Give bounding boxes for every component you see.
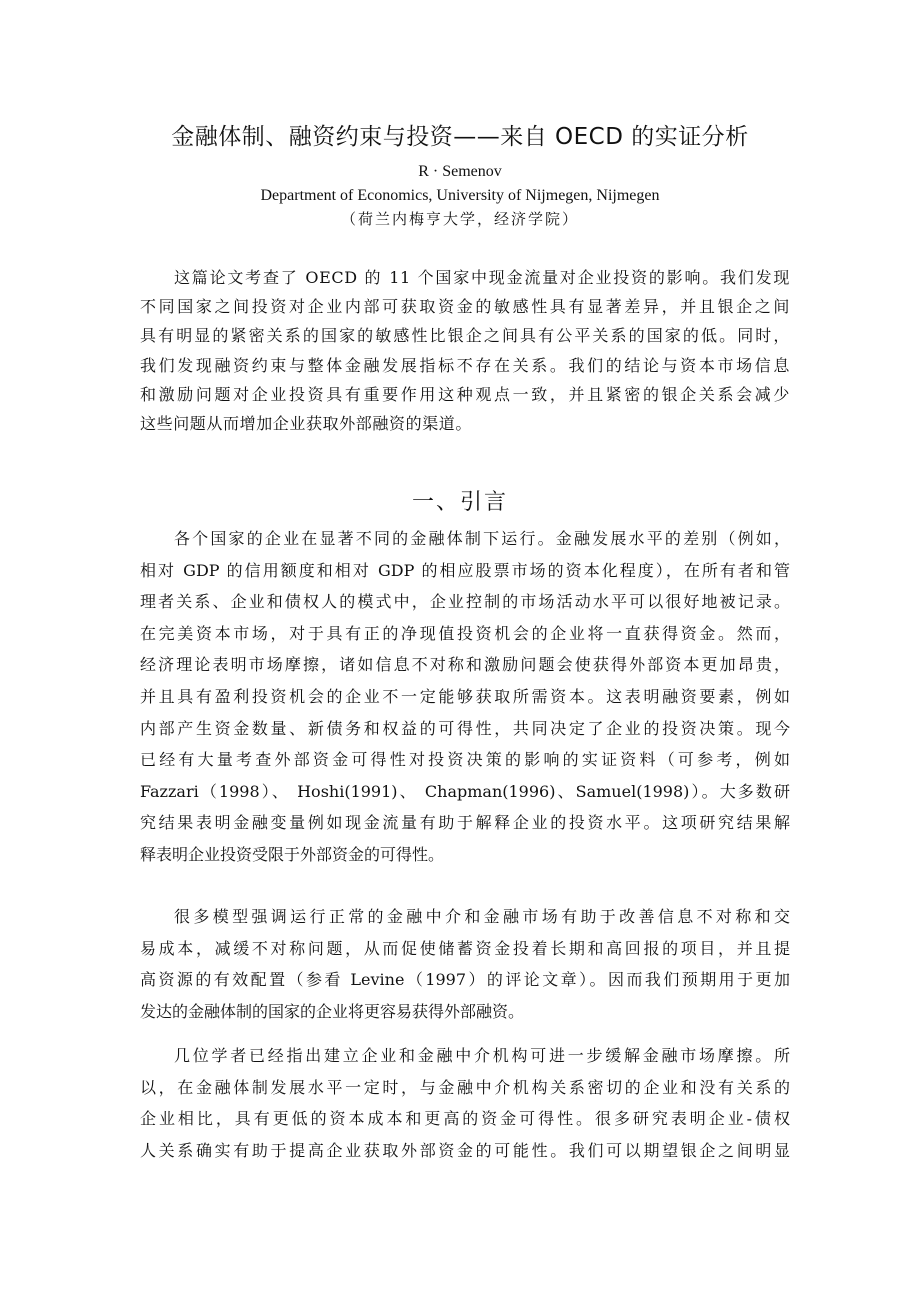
body-paragraph-2 [140,901,790,1027]
paragraph-line: 并且具有盈利投资机会的企业不一定能够获取所需资本。这表明融资要素，例如 [140,686,790,706]
paper-author: R · Semenov [418,163,502,180]
abstract-line: 不同国家之间投资对企业内部可获取资金的敏感性具有显著差异，并且银企之间 [140,297,790,317]
paragraph-line: 已经有大量考查外部资金可得性对投资决策的影响的实证资料（可参考，例如 [140,750,790,770]
paragraph-line: 相对 GDP 的信用额度和相对 GDP 的相应股票市场的资本化程度），在所有者和管 [140,560,790,580]
paragraph-line: 释表明企业投资受限于外部资金的可得性。 [140,844,445,864]
paragraph-line: Fazzari（1998）、 Hoshi(1991)、 Chapman(1996)、Samuel(1998)）。大多数研 [140,781,790,801]
paragraph-line: 究结果表明金融变量例如现金流量有助于解释企业的投资水平。这项研究结果解 [140,813,790,833]
abstract-line: 具有明显的紧密关系的国家的敏感性比银企之间具有公平关系的国家的低。同时， [140,326,790,346]
body-paragraph-1 [140,523,790,871]
paragraph-line: 在完美资本市场，对于具有正的净现值投资机会的企业将一直获得资金。然而， [140,623,790,643]
paragraph-line: 各个国家的企业在显著不同的金融体制下运行。金融发展水平的差别（例如， [174,529,790,548]
paragraph-line: 经济理论表明市场摩擦，诸如信息不对称和激励问题会使获得外部资本更加昂贵， [140,655,790,675]
paragraph-line: 企业相比，具有更低的资本成本和更高的资金可得性。很多研究表明企业-债权 [140,1109,790,1129]
paragraph-line: 高资源的有效配置（参看 Levine（1997）的评论文章）。因而我们预期用于更加 [140,970,790,990]
abstract [140,263,790,438]
abstract-line: 和激励问题对企业投资具有重要作用这种观点一致，并且紧密的银企关系会减少 [140,384,790,404]
paragraph-line: 发达的金融体制的国家的企业将更容易获得外部融资。 [140,1001,525,1021]
author-affiliation-cn: （荷兰内梅亨大学，经济学院） [340,210,579,228]
body-paragraph-3 [140,1040,790,1166]
paragraph-line: 内部产生资金数量、新债务和权益的可得性，共同决定了企业的投资决策。现今 [140,718,790,738]
abstract-line: 这些问题从而增加企业获取外部融资的渠道。 [140,413,473,433]
paragraph-line: 易成本，减缓不对称问题，从而促使储蓄资金投着长期和高回报的项目，并且提 [140,938,790,958]
author-department: Department of Economics, University of Nijmegen, Nijmegen [260,187,660,204]
section-heading: 一、引言 [411,490,508,515]
abstract-line: 我们发现融资约束与整体金融发展指标不存在关系。我们的结论与资本市场信息 [140,355,790,375]
paragraph-line: 以，在金融体制发展水平一定时，与金融中介机构关系密切的企业和没有关系的 [140,1077,790,1097]
paragraph-line: 人关系确实有助于提高企业获取外部资金的可能性。我们可以期望银企之间明显 [140,1140,790,1160]
paragraph-line: 理者关系、企业和债权人的模式中，企业控制的市场活动水平可以很好地被记录。 [140,592,790,612]
abstract-line: 这篇论文考查了 OECD 的 11 个国家中现金流量对企业投资的影响。我们发现 [174,268,790,287]
paragraph-line: 几位学者已经指出建立企业和金融中介机构可进一步缓解金融市场摩擦。所 [174,1046,790,1065]
paper-title: 金融体制、融资约束与投资——来自 OECD 的实证分析 [171,124,749,150]
paragraph-line: 很多模型强调运行正常的金融中介和金融市场有助于改善信息不对称和交 [174,907,790,926]
